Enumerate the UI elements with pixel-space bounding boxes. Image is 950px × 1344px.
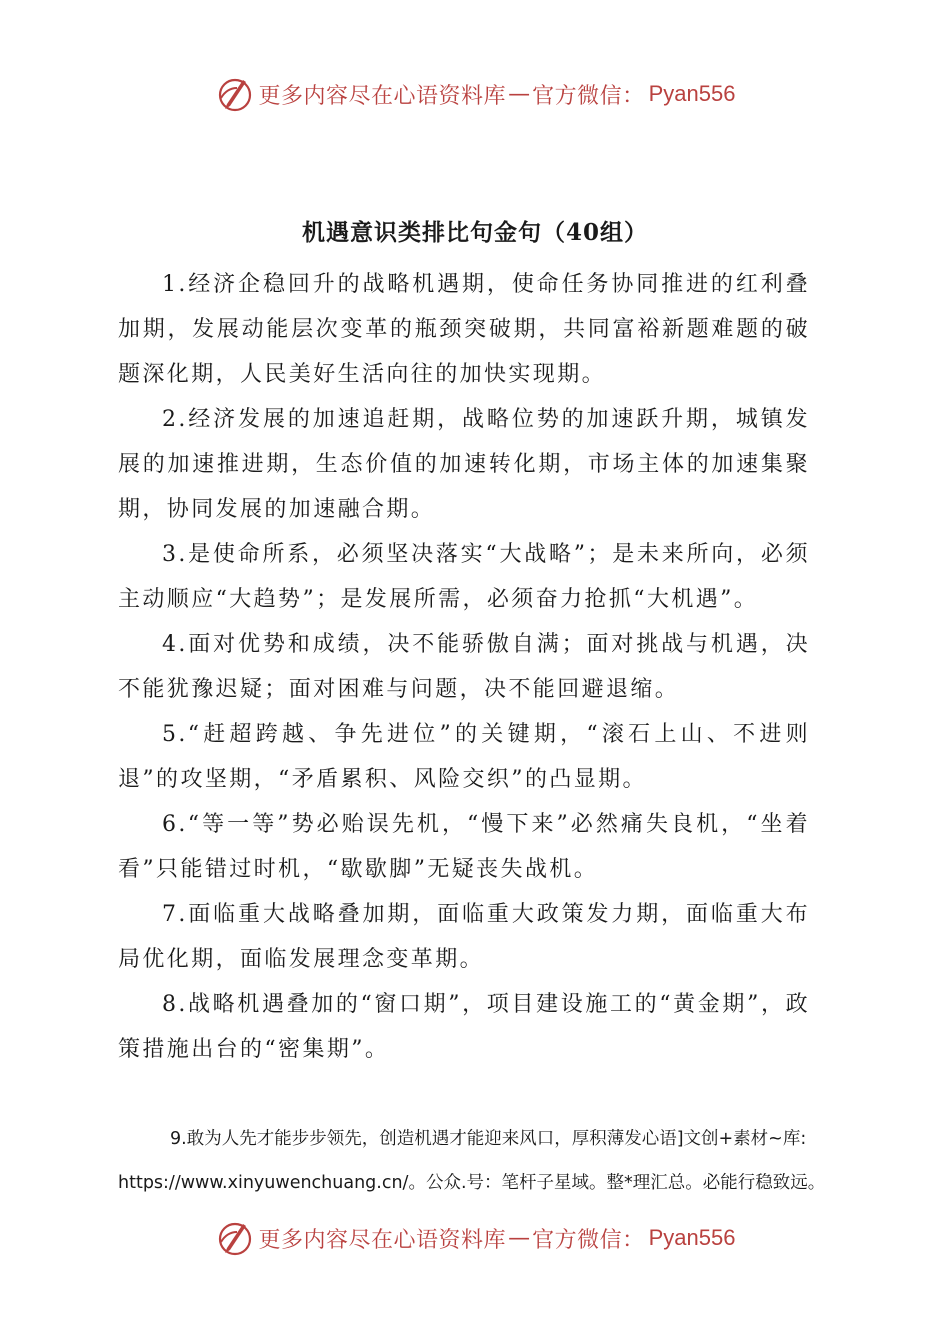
document-body — [118, 262, 810, 1072]
footer-dash: — — [508, 1225, 531, 1251]
paragraph-7: 7.面临重大战略叠加期，面临重大政策发力期，面临重大布局优化期，面临发展理念变革期。 — [118, 902, 810, 972]
header-wechat-handle: Pyan556 — [648, 81, 736, 106]
paragraph-2: 2.经济发展的加速追赶期，战略位势的加速跃升期，城镇发展的加速推进期，生态价值的加速转化期，市场主体的加速集聚期，协同发展的加速融合期。 — [118, 407, 810, 522]
paragraph-3: 3.是使命所系，必须坚决落实“大战略”；是未来所向，必须主动顺应“大趋势”；是发展所需，必须奋力抢抓“大机遇”。 — [118, 542, 810, 612]
header-banner — [0, 72, 950, 116]
footer-banner — [0, 1216, 950, 1260]
pen-logo-icon — [215, 1218, 255, 1258]
footer-wechat-handle: Pyan556 — [648, 1225, 736, 1250]
paragraph-9-line-1: 9.敢为人先才能步步领先，创造机遇才能迎来风口，厚积薄发心语]文创+素材~库: — [170, 1129, 807, 1149]
pen-logo-icon — [215, 74, 255, 114]
paragraph-1: 1.经济企稳回升的战略机遇期，使命任务协同推进的红利叠加期，发展动能层次变革的瓶颈突破期，共同富裕新题难题的破题深化期，人民美好生活向往的加快实现期。 — [118, 272, 810, 387]
paragraph-4: 4.面对优势和成绩，决不能骄傲自满；面对挑战与机遇，决不能犹豫迟疑；面对困难与问题，决不能回避退缩。 — [118, 632, 810, 702]
paragraph-9-line-2: https://www.xinyuwenchuang.cn/。公众.号：笔杆子星域。整*理汇总。必能行稳致远。 — [118, 1173, 826, 1193]
footer-brand-text: 更多内容尽在心语资料库 — [258, 1227, 507, 1253]
header-wechat-label: 官方微信： — [532, 83, 645, 109]
paragraph-6: 6.“等一等”势必贻误先机，“慢下来”必然痛失良机，“坐着看”只能错过时机，“歇歇脚”无疑丧失战机。 — [118, 812, 810, 882]
paragraph-8: 8.战略机遇叠加的“窗口期”，项目建设施工的“黄金期”，政策措施出台的“密集期”。 — [118, 992, 810, 1062]
footer-wechat-label: 官方微信： — [532, 1227, 645, 1253]
document-title: 机遇意识类排比句金句（40组） — [301, 219, 648, 246]
paragraph-5: 5.“赶超跨越、争先进位”的关键期，“滚石上山、不进则退”的攻坚期，“矛盾累积、风险交织”的凸显期。 — [118, 722, 810, 792]
header-brand-text: 更多内容尽在心语资料库 — [258, 83, 507, 109]
header-dash: — — [508, 81, 531, 107]
